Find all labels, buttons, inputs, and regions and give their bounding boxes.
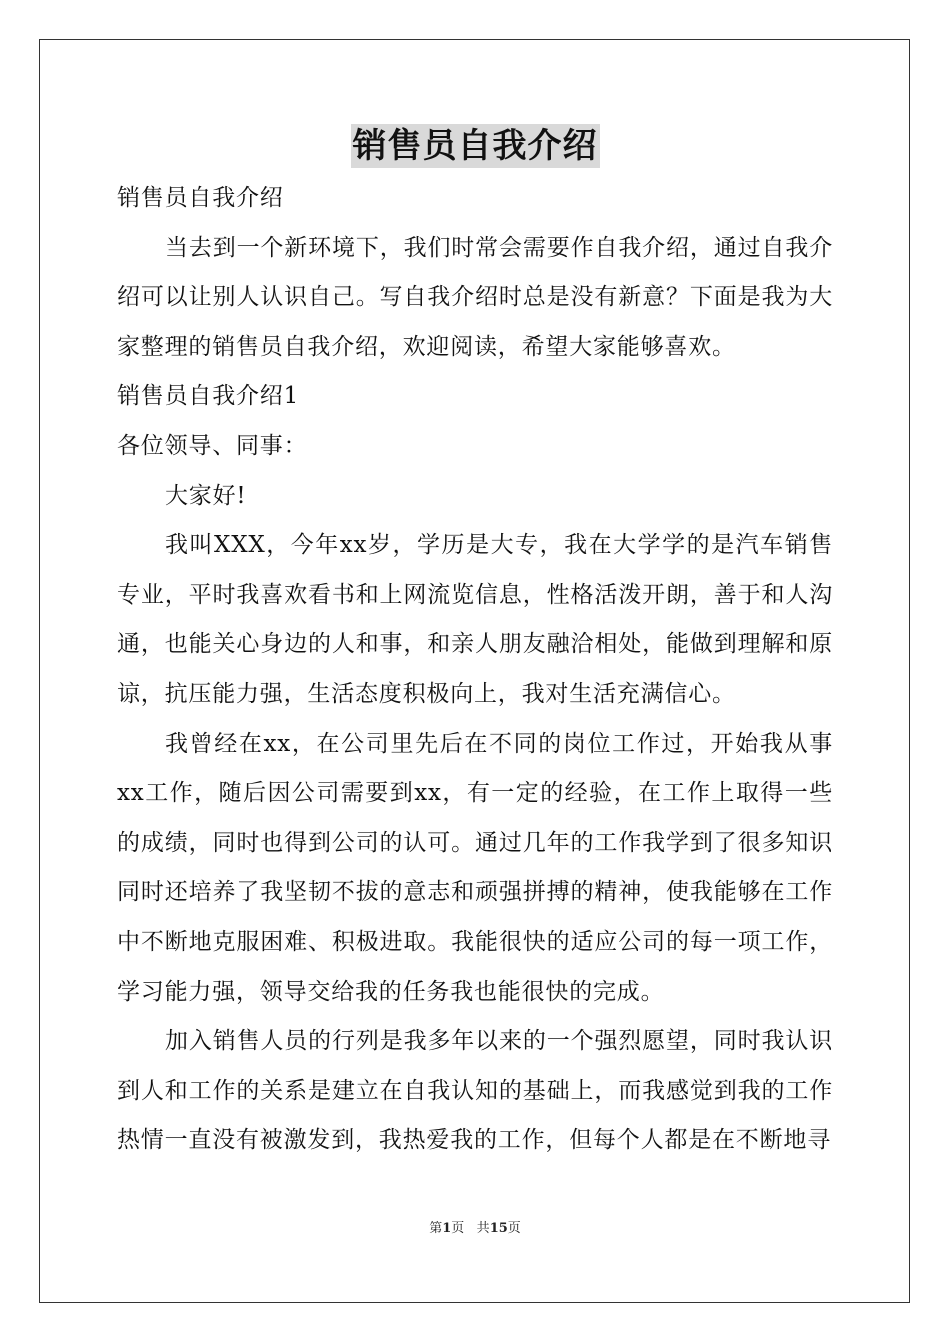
page-prefix: 第 xyxy=(429,1221,443,1236)
document-title: 销售员自我介绍 xyxy=(352,126,598,166)
paragraph: 我叫XXX，今年xx岁，学历是大专，我在大学学的是汽车销售专业，平时我喜欢看书和上网流览信息，性格活泼开朗，善于和人沟通，也能关心身边的人和事，和亲人朋友融洽相处，能做到理解和原谅，抗压能力强，生活态度积极向上，我对生活充满信心。 xyxy=(117,532,833,707)
greeting: 大家好! xyxy=(165,482,247,509)
paragraph: 当去到一个新环境下，我们时常会需要作自我介绍，通过自我介绍可以让别人认识自己。写自我介绍时总是没有新意？下面是我为大家整理的销售员自我介绍，欢迎阅读，希望大家能够喜欢。 xyxy=(117,234,833,360)
paragraph: 我曾经在xx，在公司里先后在不同的岗位工作过，开始我从事xx工作，随后因公司需要到xx，有一定的经验，在工作上取得一些的成绩，同时也得到公司的认可。通过几年的工作我学到了很多知识同时还培养了我坚韧不拔的意志和顽强拼搏的精神，使我能够在工作中不断地克服困难、积极进取。我能很快的适应公司的每一项工作，学习能力强，领导交给我的任务我也能很快的完成。 xyxy=(117,730,833,1005)
page-suffix: 页 xyxy=(451,1221,465,1236)
total-suffix: 页 xyxy=(507,1221,521,1236)
paragraph: 销售员自我介绍 xyxy=(117,185,284,211)
page-number: 1 xyxy=(442,1221,452,1236)
document-body xyxy=(117,174,833,1166)
total-pages: 15 xyxy=(489,1221,508,1236)
paragraph: 加入销售人员的行列是我多年以来的一个强烈愿望，同时我认识到人和工作的关系是建立在自我认知的基础上，而我感觉到我的工作热情一直没有被激发到，我热爱我的工作，但每个人都是在不断地寻 xyxy=(117,1028,833,1154)
salutation: 各位领导、同事： xyxy=(117,432,308,459)
page-footer xyxy=(0,1220,950,1238)
section-heading: 销售员自我介绍1 xyxy=(117,383,300,410)
total-prefix: 共 xyxy=(476,1221,490,1236)
title-container xyxy=(0,124,950,168)
